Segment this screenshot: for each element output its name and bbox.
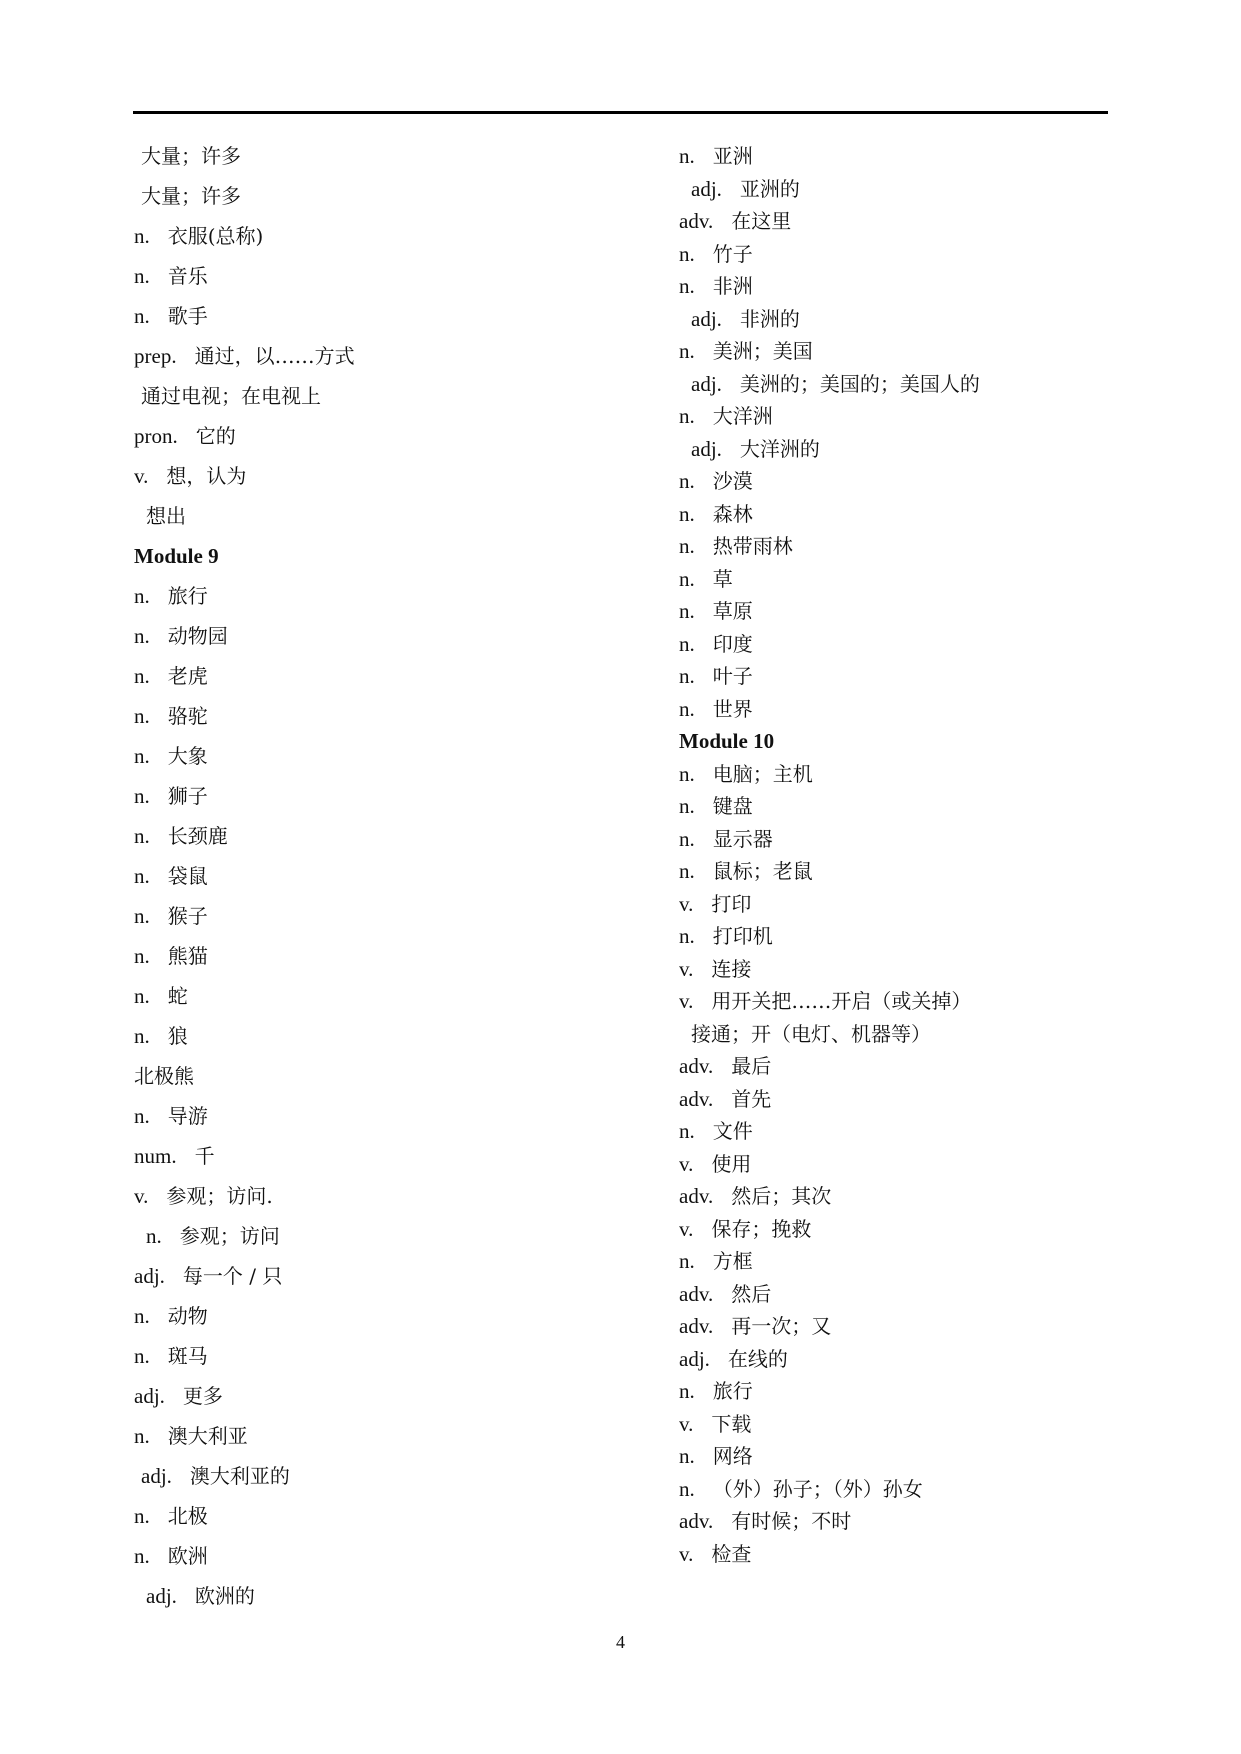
part-of-speech: n.	[134, 984, 150, 1008]
part-of-speech: n.	[134, 1104, 150, 1128]
definition: 动物	[167, 1304, 208, 1328]
vocab-entry	[134, 1144, 634, 1184]
part-of-speech: v.	[679, 989, 694, 1013]
part-of-speech: n.	[134, 304, 150, 328]
definition: 检查	[711, 1541, 752, 1566]
part-of-speech: n.	[134, 864, 150, 888]
vocab-entry	[134, 1464, 634, 1504]
vocab-entry	[679, 1412, 1179, 1445]
definition: 连接	[711, 956, 752, 981]
vocab-column-left	[134, 144, 634, 1624]
definition: 草	[712, 566, 733, 591]
vocab-entry	[679, 1477, 1179, 1510]
definition: 每一个 / 只	[182, 1264, 283, 1288]
vocab-entry	[134, 584, 634, 624]
definition: 下载	[711, 1411, 752, 1436]
vocab-entry	[679, 957, 1179, 990]
vocab-entry	[134, 144, 634, 184]
vocab-entry	[679, 794, 1179, 827]
vocab-entry	[679, 1054, 1179, 1087]
vocab-entry	[134, 1544, 634, 1584]
part-of-speech: adj.	[146, 1584, 177, 1608]
vocab-entry	[134, 224, 634, 264]
definition: 亚洲	[712, 144, 753, 168]
part-of-speech: v.	[679, 1411, 694, 1436]
definition: 参观；访问.	[166, 1184, 273, 1208]
definition: 再一次；又	[731, 1314, 832, 1338]
definition: 用开关把……开启（或关掉）	[711, 989, 972, 1013]
part-of-speech: adj.	[691, 176, 722, 201]
definition: 在线的	[727, 1346, 788, 1371]
definition: 美洲；美国	[712, 339, 813, 363]
part-of-speech: n.	[679, 794, 695, 818]
header-rule	[133, 111, 1108, 114]
vocab-entry	[679, 827, 1179, 860]
part-of-speech: v.	[679, 1541, 694, 1566]
definition: 草原	[712, 599, 753, 623]
vocab-entry	[134, 504, 634, 544]
definition: 大洋洲的	[739, 436, 820, 461]
vocab-entry	[679, 404, 1179, 437]
part-of-speech: n.	[679, 144, 695, 168]
part-of-speech: prep.	[134, 344, 177, 368]
part-of-speech: n.	[679, 1476, 695, 1501]
part-of-speech: n.	[134, 1424, 150, 1448]
vocab-entry	[679, 1444, 1179, 1477]
part-of-speech: n.	[679, 339, 695, 363]
vocab-entry	[679, 1314, 1179, 1347]
definition: 美洲的；美国的；美国人的	[739, 371, 980, 396]
definition: 沙漠	[712, 469, 753, 493]
vocab-entry	[134, 384, 634, 424]
definition: 动物园	[167, 624, 228, 648]
definition: 印度	[712, 631, 753, 656]
part-of-speech: n.	[679, 696, 695, 721]
definition: 通过，以……方式	[194, 344, 355, 368]
part-of-speech: n.	[679, 599, 695, 623]
definition: 参观；访问	[179, 1224, 280, 1248]
part-of-speech: adj.	[134, 1264, 165, 1288]
definition: 森林	[712, 501, 753, 526]
module-heading: Module 10	[679, 729, 775, 753]
definition: 大洋洲	[712, 404, 773, 428]
vocab-entry	[679, 1119, 1179, 1152]
part-of-speech: n.	[146, 1224, 162, 1248]
part-of-speech: n.	[134, 264, 150, 288]
part-of-speech: n.	[679, 664, 695, 688]
definition: 首先	[731, 1086, 772, 1111]
definition: 狮子	[167, 784, 208, 808]
vocab-entry	[679, 697, 1179, 730]
definition: 鼠标；老鼠	[712, 859, 813, 883]
module-heading: Module 9	[134, 544, 219, 568]
vocab-entry	[679, 1152, 1179, 1185]
definition: 长颈鹿	[167, 824, 228, 848]
vocab-entry	[134, 944, 634, 984]
definition: 澳大利亚的	[189, 1464, 290, 1488]
vocab-entry	[134, 904, 634, 944]
vocab-entry	[134, 304, 634, 344]
vocab-entry	[134, 1384, 634, 1424]
part-of-speech: n.	[134, 664, 150, 688]
definition: 更多	[182, 1384, 223, 1408]
part-of-speech: adv.	[679, 1314, 714, 1338]
part-of-speech: num.	[134, 1144, 177, 1168]
vocab-entry	[679, 209, 1179, 242]
vocab-entry	[134, 664, 634, 704]
part-of-speech: n.	[679, 761, 695, 786]
definition: 大象	[167, 744, 208, 768]
definition: 想出	[146, 504, 186, 528]
vocab-entry	[679, 1184, 1179, 1217]
definition: 旅行	[167, 584, 208, 608]
part-of-speech: n.	[134, 1544, 150, 1568]
part-of-speech: adv.	[679, 1509, 714, 1533]
vocab-entry	[679, 632, 1179, 665]
definition: 北极	[167, 1504, 208, 1528]
vocab-entry	[679, 989, 1179, 1022]
part-of-speech: adv.	[679, 1054, 714, 1078]
vocab-entry	[134, 784, 634, 824]
definition: 骆驼	[167, 704, 208, 728]
part-of-speech: n.	[679, 1119, 695, 1143]
definition: 非洲	[712, 274, 753, 298]
part-of-speech: adv.	[679, 1086, 714, 1111]
part-of-speech: n.	[679, 566, 695, 591]
definition: 通过电视；在电视上	[141, 384, 321, 408]
vocab-entry	[679, 177, 1179, 210]
vocab-entry	[679, 859, 1179, 892]
part-of-speech: n.	[679, 274, 695, 298]
definition: 在这里	[731, 209, 792, 233]
vocab-entry	[679, 372, 1179, 405]
part-of-speech: n.	[134, 1344, 150, 1368]
definition: 导游	[167, 1104, 208, 1128]
part-of-speech: n.	[679, 1379, 695, 1403]
definition: 世界	[712, 696, 753, 721]
part-of-speech: n.	[134, 624, 150, 648]
part-of-speech: n.	[679, 241, 695, 266]
definition: 欧洲	[167, 1544, 208, 1568]
part-of-speech: n.	[134, 744, 150, 768]
definition: 熊猫	[167, 944, 208, 968]
vocab-entry	[134, 184, 634, 224]
vocab-entry	[134, 624, 634, 664]
vocab-entry	[679, 1347, 1179, 1380]
part-of-speech: adj.	[691, 306, 722, 331]
part-of-speech: n.	[134, 904, 150, 928]
vocab-entry	[679, 1542, 1179, 1575]
vocab-entry	[679, 437, 1179, 470]
part-of-speech: adj.	[141, 1464, 172, 1488]
definition: 澳大利亚	[167, 1424, 248, 1448]
definition: 然后	[731, 1281, 772, 1306]
definition: 老虎	[167, 664, 208, 688]
part-of-speech: n.	[679, 1444, 695, 1468]
definition: 欧洲的	[194, 1584, 255, 1608]
vocab-entry	[134, 464, 634, 504]
part-of-speech: n.	[679, 404, 695, 428]
definition: 它的	[195, 424, 236, 448]
definition: 千	[194, 1144, 215, 1168]
definition: 北极熊	[134, 1064, 194, 1088]
part-of-speech: adj.	[134, 1384, 165, 1408]
definition: 亚洲的	[739, 176, 800, 201]
definition: 竹子	[712, 241, 753, 266]
vocab-entry	[134, 1024, 634, 1064]
definition: 非洲的	[739, 306, 800, 331]
vocab-entry	[134, 1304, 634, 1344]
definition: 方框	[712, 1249, 753, 1273]
definition: 大量；许多	[141, 184, 241, 208]
part-of-speech: n.	[134, 1304, 150, 1328]
vocab-entry	[134, 744, 634, 784]
vocab-entry	[134, 1064, 634, 1104]
vocab-entry	[679, 1282, 1179, 1315]
vocab-entry	[134, 824, 634, 864]
part-of-speech: n.	[679, 859, 695, 883]
definition: 斑马	[167, 1344, 208, 1368]
part-of-speech: v.	[679, 1216, 694, 1241]
part-of-speech: n.	[134, 824, 150, 848]
definition: 狼	[167, 1024, 188, 1048]
vocab-entry	[679, 1217, 1179, 1250]
definition: 显示器	[712, 826, 773, 851]
vocab-entry	[134, 1104, 634, 1144]
definition: 叶子	[712, 664, 753, 688]
definition: 然后；其次	[731, 1184, 832, 1208]
vocab-entry	[134, 1264, 634, 1304]
part-of-speech: v.	[679, 891, 694, 916]
definition: 音乐	[167, 264, 208, 288]
page-number: 4	[616, 1632, 625, 1652]
part-of-speech: adj.	[691, 436, 722, 461]
vocab-entry	[134, 704, 634, 744]
part-of-speech: n.	[679, 1249, 695, 1273]
part-of-speech: n.	[134, 1504, 150, 1528]
definition: 热带雨林	[712, 534, 793, 558]
definition: 打印机	[712, 924, 773, 948]
part-of-speech: n.	[134, 584, 150, 608]
part-of-speech: adj.	[679, 1346, 710, 1371]
vocab-entry	[679, 1379, 1179, 1412]
definition: 蛇	[167, 984, 188, 1008]
definition: 使用	[711, 1151, 752, 1176]
part-of-speech: adv.	[679, 1281, 714, 1306]
vocab-entry	[134, 1224, 634, 1264]
vocab-entry	[679, 502, 1179, 535]
definition: 文件	[712, 1119, 753, 1143]
part-of-speech: n.	[134, 1024, 150, 1048]
vocab-entry	[679, 1509, 1179, 1542]
part-of-speech: adv.	[679, 209, 714, 233]
vocab-entry	[679, 1249, 1179, 1282]
definition: 旅行	[712, 1379, 753, 1403]
vocab-entry	[679, 599, 1179, 632]
part-of-speech: v.	[134, 1184, 149, 1208]
part-of-speech: n.	[134, 704, 150, 728]
definition: 保存；挽救	[711, 1216, 812, 1241]
definition: 想，认为	[166, 464, 247, 488]
vocab-entry	[134, 264, 634, 304]
part-of-speech: n.	[134, 224, 150, 248]
vocab-entry	[679, 469, 1179, 502]
vocab-entry	[679, 339, 1179, 372]
part-of-speech: n.	[679, 826, 695, 851]
vocab-entry	[134, 1184, 634, 1224]
vocab-entry	[134, 344, 634, 384]
definition: 衣服(总称)	[167, 224, 264, 248]
vocab-entry	[134, 1504, 634, 1544]
vocab-entry	[679, 1087, 1179, 1120]
vocab-entry	[679, 1022, 1179, 1055]
part-of-speech: v.	[679, 1151, 694, 1176]
vocab-entry	[679, 664, 1179, 697]
part-of-speech: adv.	[679, 1184, 714, 1208]
definition: 袋鼠	[167, 864, 208, 888]
definition: 键盘	[712, 794, 753, 818]
part-of-speech: n.	[679, 469, 695, 493]
definition: （外）孙子；（外）孙女	[712, 1476, 923, 1501]
vocab-entry	[679, 274, 1179, 307]
vocab-entry	[679, 762, 1179, 795]
vocab-entry	[134, 864, 634, 904]
part-of-speech: n.	[134, 784, 150, 808]
definition: 电脑；主机	[712, 761, 813, 786]
part-of-speech: n.	[679, 924, 695, 948]
definition: 有时候；不时	[731, 1509, 852, 1533]
vocab-entry	[679, 534, 1179, 567]
vocab-entry	[134, 1424, 634, 1464]
vocab-entry	[134, 424, 634, 464]
part-of-speech: v.	[134, 464, 149, 488]
vocab-entry	[134, 1344, 634, 1384]
definition: 接通；开（电灯、机器等）	[691, 1021, 931, 1046]
part-of-speech: v.	[679, 956, 694, 981]
part-of-speech: n.	[679, 534, 695, 558]
definition: 歌手	[167, 304, 208, 328]
definition: 猴子	[167, 904, 208, 928]
part-of-speech: n.	[134, 944, 150, 968]
vocab-entry	[679, 567, 1179, 600]
vocab-entry	[679, 307, 1179, 340]
definition: 网络	[712, 1444, 753, 1468]
part-of-speech: n.	[679, 501, 695, 526]
vocab-entry	[679, 144, 1179, 177]
part-of-speech: n.	[679, 631, 695, 656]
definition: 打印	[711, 891, 752, 916]
vocab-entry	[679, 924, 1179, 957]
part-of-speech: adj.	[691, 371, 722, 396]
vocab-entry	[134, 1584, 634, 1624]
part-of-speech: pron.	[134, 424, 178, 448]
definition: 最后	[731, 1054, 772, 1078]
vocab-entry	[134, 984, 634, 1024]
vocab-entry	[679, 242, 1179, 275]
vocab-column-right	[679, 144, 1179, 1574]
definition: 大量；许多	[141, 144, 241, 168]
vocab-entry	[679, 892, 1179, 925]
